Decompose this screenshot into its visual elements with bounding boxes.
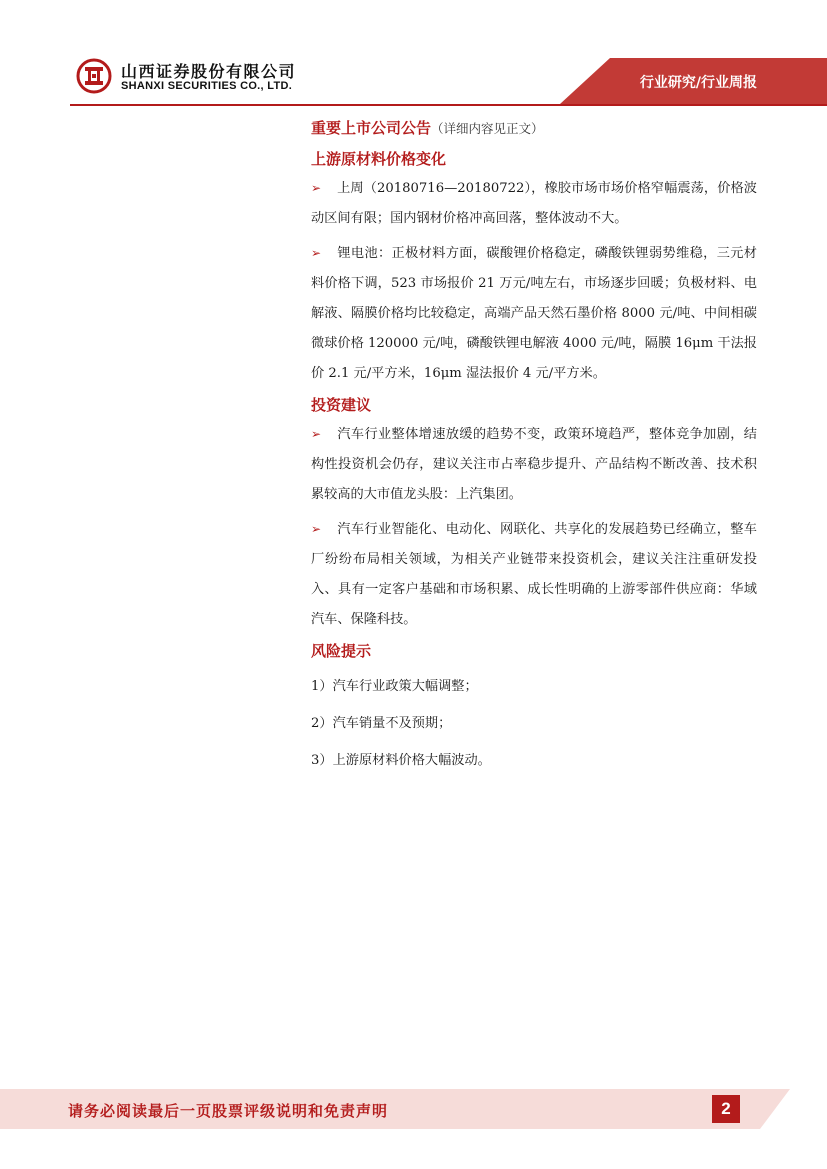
risk-heading: 风险提示 [311,642,372,660]
announcements-title: 重要上市公司公告 [311,119,432,137]
materials-bullet: ➢ 锂电池：正极材料方面，碳酸锂价格稳定，磷酸铁锂弱势维稳，三元材料价格下调，523 市场报价 21 万元/吨左右，市场逐步回暖；负极材料、电解液、隔膜价格均比较稳定，高端产品天然石墨价格 8000 元/吨、中间相碳微球价格 120000 元/吨，磷酸铁锂电解液 4000 元/吨，隔膜 16μm 干法报价 2.1 元/平方米，16μm 湿法报价 4 元/平方米。 [311,238,757,389]
materials-heading: 上游原材料价格变化 [311,150,447,168]
company-name-cn: 山西证券股份有限公司 [121,62,297,81]
announcements-note: （详细内容见正文） [431,121,544,136]
arrow-bullet-icon: ➢ [311,246,322,260]
arrow-bullet-icon: ➢ [311,181,322,195]
header-divider [70,104,827,106]
company-name-en: SHANXI SECURITIES CO., LTD. [121,80,293,92]
advice-bullet: ➢ 汽车行业整体增速放缓的趋势不变，政策环境趋严，整体竞争加剧，结构性投资机会仍存，建议关注市占率稳步提升、产品结构不断改善、技术积累较高的大市值龙头股：上汽集团。 [311,419,757,510]
page-header [0,0,827,110]
risk-item: 1）汽车行业政策大幅调整； [311,679,478,694]
materials-bullet: ➢ 上周（20180716—20180722），橡胶市场市场价格窄幅震荡，价格波动区间有限；国内钢材价格冲高回落，整体波动不大。 [311,173,757,234]
announcements-heading [311,116,757,141]
advice-heading: 投资建议 [311,396,372,414]
risk-item: 2）汽车销量不及预期； [311,716,452,731]
footer-disclaimer: 请务必阅读最后一页股票评级说明和免责声明 [68,1102,389,1120]
report-type: 行业研究/行业周报 [639,75,757,91]
arrow-bullet-icon: ➢ [311,522,322,536]
risk-item: 3）上游原材料价格大幅波动。 [311,753,491,768]
main-content [311,116,757,788]
page-number: 2 [712,1095,740,1123]
header-band [0,0,827,110]
company-logo-icon [76,58,112,94]
advice-bullet: ➢ 汽车行业智能化、电动化、网联化、共享化的发展趋势已经确立，整车厂纷纷布局相关领域，为相关产业链带来投资机会，建议关注注重研发投入、具有一定客户基础和市场积累、成长性明确的上游零部件供应商：华域汽车、保隆科技。 [311,514,757,635]
arrow-bullet-icon: ➢ [311,427,322,441]
